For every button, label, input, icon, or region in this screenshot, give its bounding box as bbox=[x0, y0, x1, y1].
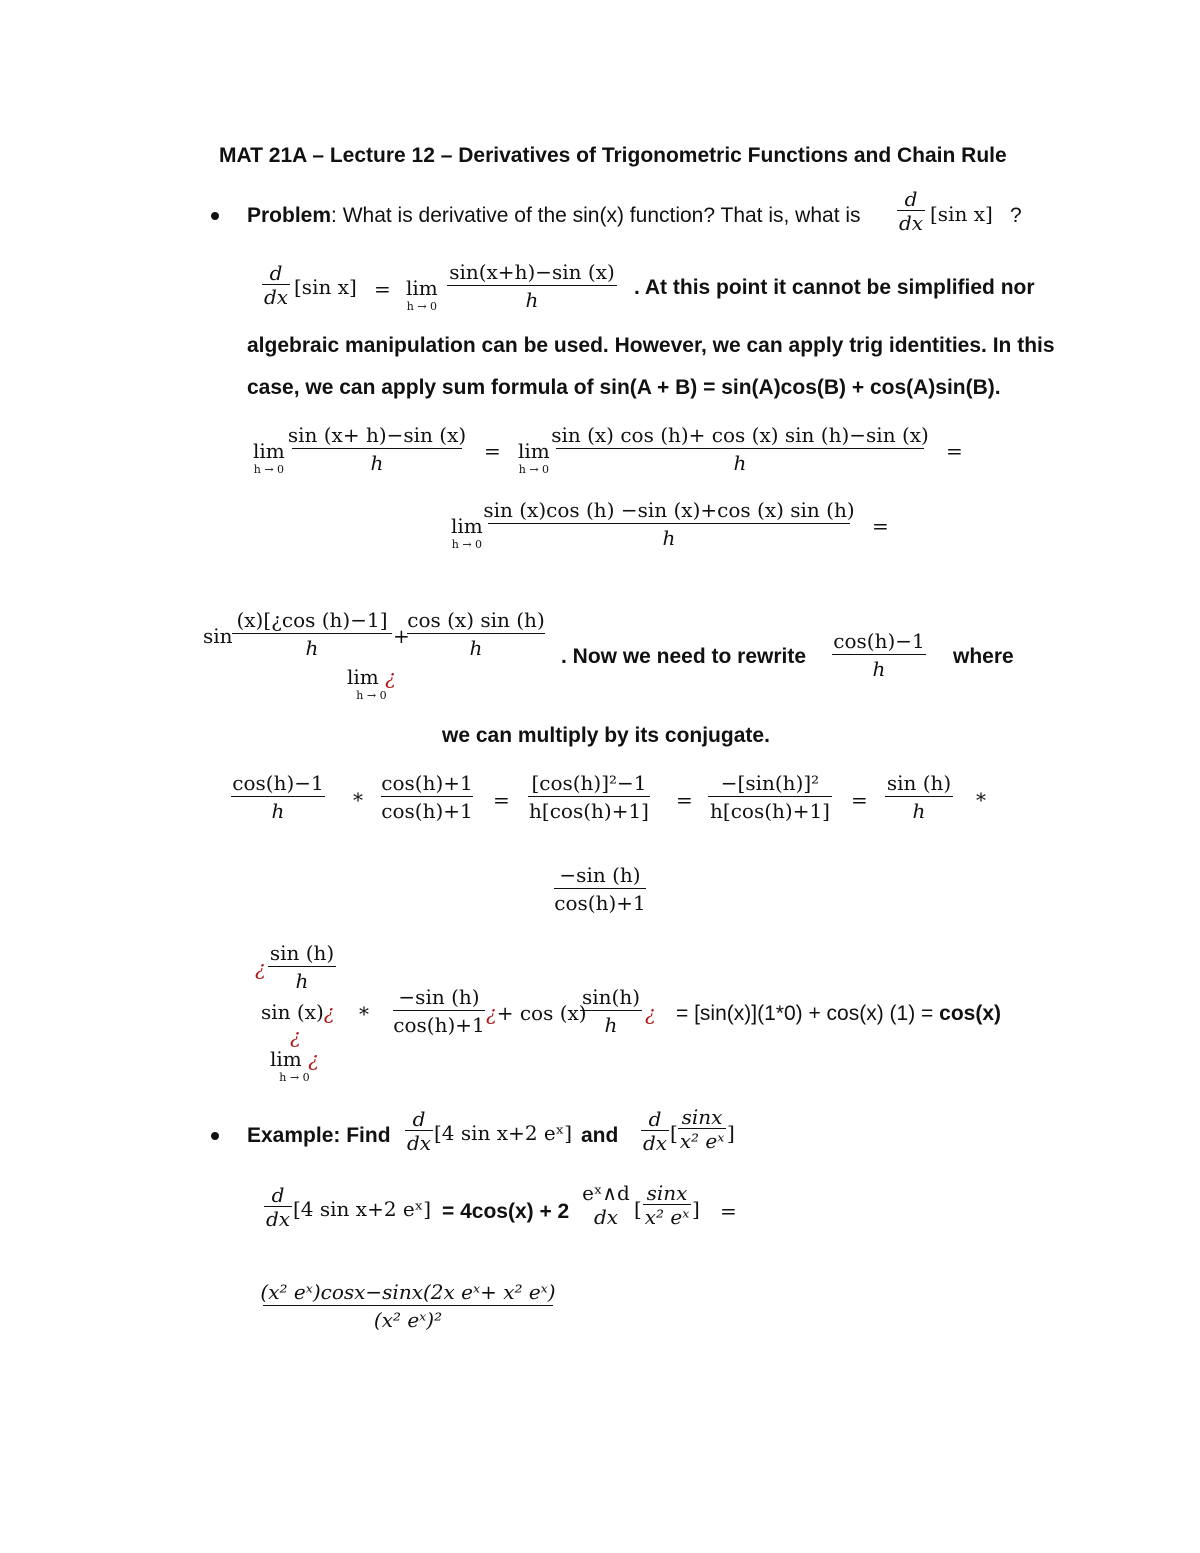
deriv-denominator: dx bbox=[407, 1131, 432, 1155]
limit-subscript: h → 0 bbox=[518, 463, 550, 476]
example-and: and bbox=[581, 1124, 619, 1147]
result-bold: cos(x) bbox=[939, 1002, 1002, 1025]
fraction-numerator: cos(h)+1 bbox=[381, 771, 473, 795]
fraction-numerator: sinx bbox=[646, 1181, 688, 1205]
step5-fraction-2 bbox=[381, 770, 473, 825]
fraction-numerator: sin (x+ h)−sin (x) bbox=[287, 423, 467, 447]
deriv-argument: [sin x] bbox=[930, 202, 993, 226]
limit-subscript: h → 0 bbox=[406, 300, 438, 313]
result-prefix: = [sin(x)](1*0) + cos(x) (1) = bbox=[676, 1002, 940, 1025]
placeholder-glyph: ¿ bbox=[290, 1024, 301, 1048]
step6-plus-cos bbox=[486, 1001, 587, 1025]
step7-open: [ bbox=[634, 1197, 642, 1221]
fraction-denominator: h bbox=[604, 1013, 618, 1037]
step2-limit-1 bbox=[253, 440, 285, 478]
example-arg-1: [4 sin x+2 eˣ] bbox=[434, 1121, 573, 1145]
fraction-numerator: sin (h) bbox=[886, 771, 952, 795]
step1-tail: . At this point it cannot be simplified nor bbox=[634, 276, 1035, 299]
fraction-numerator: sin(x+h)−sin (x) bbox=[449, 260, 615, 284]
fraction-denominator: h bbox=[370, 451, 384, 475]
fraction-numerator: cos(h)−1 bbox=[232, 771, 324, 795]
fraction-numerator: sin (x) cos (h)+ cos (x) sin (h)−sin (x) bbox=[551, 423, 929, 447]
step6-sinx bbox=[261, 1000, 335, 1024]
fraction-numerator: sin (x)cos (h) −sin (x)+cos (x) sin (h) bbox=[483, 498, 855, 522]
fraction-numerator: sin(h) bbox=[581, 985, 641, 1009]
fraction-denominator: h bbox=[912, 799, 926, 823]
example-line bbox=[247, 1124, 391, 1148]
limit-text: lim bbox=[270, 1047, 302, 1071]
step3-fraction bbox=[483, 497, 855, 552]
fraction-denominator: cos(h)+1 bbox=[554, 891, 646, 915]
problem-line bbox=[247, 204, 861, 228]
deriv-numerator: d bbox=[648, 1107, 662, 1131]
step5-star-1: * bbox=[353, 788, 363, 812]
step6-fraction-2 bbox=[580, 984, 642, 1039]
bullet bbox=[211, 212, 219, 220]
step6-star: * bbox=[359, 1002, 369, 1026]
fraction-denominator: h bbox=[733, 451, 747, 475]
example-label: Example bbox=[247, 1124, 334, 1147]
limit-label bbox=[270, 1048, 319, 1070]
step4-plus: + bbox=[393, 624, 410, 648]
deriv-denominator: dx bbox=[266, 1207, 291, 1231]
step6-limit bbox=[270, 1048, 319, 1086]
step7-close: ] bbox=[692, 1197, 700, 1221]
paragraph-line-2: case, we can apply sum formula of sin(A + B) = sin(A)cos(B) + cos(A)sin(B). bbox=[247, 376, 1001, 399]
step1-limit bbox=[406, 277, 438, 315]
fraction-denominator: cos(h)+1 bbox=[393, 1013, 485, 1037]
step7-deriv bbox=[264, 1184, 292, 1231]
example-close: ] bbox=[727, 1121, 735, 1145]
deriv-denominator: dx bbox=[899, 211, 924, 235]
fraction-numerator: cos(h)−1 bbox=[833, 629, 925, 653]
placeholder-glyph: ¿ bbox=[323, 1000, 335, 1024]
limit-subscript: h → 0 bbox=[356, 689, 387, 702]
step5-fraction-4 bbox=[708, 770, 832, 825]
limit-label: lim bbox=[451, 514, 483, 538]
question-mark: ? bbox=[1010, 204, 1022, 227]
deriv-numerator: d bbox=[269, 261, 283, 285]
example-deriv-1 bbox=[405, 1108, 433, 1155]
step5-eq-1: = bbox=[493, 788, 510, 812]
fraction-numerator: eˣ∧d bbox=[582, 1181, 630, 1205]
step7-eq: = bbox=[720, 1199, 737, 1223]
step2-eq-2: = bbox=[946, 439, 963, 463]
fraction-denominator: h bbox=[271, 799, 285, 823]
paragraph-line-1: algebraic manipulation can be used. However, we can apply trig identities. In this bbox=[247, 334, 1055, 357]
placeholder-glyph: ¿ bbox=[385, 665, 396, 689]
fraction-numerator: (x)[¿cos (h)−1] bbox=[236, 608, 388, 632]
step5-fraction-1 bbox=[231, 770, 325, 825]
fraction-numerator: −sin (h) bbox=[398, 985, 480, 1009]
step5-eq-3: = bbox=[851, 788, 868, 812]
step4-sin: sin bbox=[203, 624, 233, 648]
step5-fraction-5 bbox=[885, 770, 953, 825]
step4-fraction-3 bbox=[832, 628, 926, 683]
example-deriv-2 bbox=[641, 1108, 669, 1155]
deriv-denominator: dx bbox=[264, 285, 289, 309]
step7-mid: = 4cos(x) + 2 bbox=[442, 1200, 570, 1223]
step1-fraction bbox=[447, 259, 617, 314]
step4-where: where bbox=[953, 645, 1014, 668]
step3-limit bbox=[451, 515, 483, 553]
step5-fraction-3 bbox=[528, 770, 650, 825]
step2-limit-2 bbox=[518, 440, 550, 478]
step2-fraction-1 bbox=[287, 422, 467, 477]
step1-arg: [sin x] bbox=[294, 275, 357, 299]
step2-fraction-2 bbox=[551, 422, 929, 477]
step6-result bbox=[676, 1002, 1001, 1026]
fraction-numerator: (x² eˣ)cosx−sinx(2x eˣ+ x² eˣ) bbox=[260, 1280, 556, 1304]
fraction-denominator: h bbox=[305, 636, 319, 660]
deriv-numerator: d bbox=[904, 187, 918, 211]
fraction-denominator: h bbox=[662, 526, 676, 550]
fraction-denominator: dx bbox=[593, 1205, 619, 1229]
step4-limit bbox=[347, 666, 396, 704]
fraction-denominator: cos(h)+1 bbox=[381, 799, 473, 823]
fraction-numerator: −sin (h) bbox=[559, 863, 641, 887]
fraction-numerator: sinx bbox=[681, 1105, 723, 1129]
limit-label: lim bbox=[406, 276, 438, 300]
limit-label bbox=[347, 666, 396, 688]
fraction-numerator: cos (x) sin (h) bbox=[407, 608, 545, 632]
example-open: [ bbox=[670, 1121, 678, 1145]
step2-eq-1: = bbox=[484, 439, 501, 463]
step6-top-fraction bbox=[268, 940, 336, 995]
fraction-denominator: h bbox=[525, 288, 539, 312]
fraction-denominator: h bbox=[872, 657, 886, 681]
step8-fraction bbox=[260, 1279, 556, 1334]
step1-eq: = bbox=[374, 277, 391, 301]
fraction-denominator: (x² eˣ)² bbox=[373, 1308, 443, 1332]
step5-eq-2: = bbox=[676, 788, 693, 812]
problem-text: : What is derivative of the sin(x) function? That is, what is bbox=[331, 204, 861, 227]
fraction-numerator: −[sin(h)]² bbox=[720, 771, 820, 795]
step4-tail: . Now we need to rewrite bbox=[561, 645, 807, 668]
placeholder-glyph: ¿ bbox=[255, 956, 266, 980]
limit-subscript: h → 0 bbox=[451, 538, 483, 551]
problem-label: Problem bbox=[247, 204, 332, 227]
fraction-numerator: sin (h) bbox=[269, 941, 335, 965]
sinx-text: sin (x) bbox=[261, 1000, 324, 1024]
deriv-numerator: d bbox=[412, 1107, 426, 1131]
limit-label: lim bbox=[253, 439, 285, 463]
step4-fraction-1 bbox=[232, 607, 392, 662]
limit-subscript: h → 0 bbox=[279, 1071, 310, 1084]
step7-inner-fraction bbox=[643, 1182, 691, 1229]
example-inner-fraction bbox=[678, 1106, 726, 1153]
placeholder-glyph: ¿ bbox=[308, 1047, 319, 1071]
step6-fraction-1 bbox=[393, 984, 485, 1039]
page-title: MAT 21A – Lecture 12 – Derivatives of Trigonometric Functions and Chain Rule bbox=[219, 144, 1007, 167]
step5-star-2: * bbox=[976, 788, 986, 812]
deriv-denominator: dx bbox=[643, 1131, 668, 1155]
placeholder-glyph: ¿ bbox=[645, 1001, 656, 1025]
example-text: : Find bbox=[333, 1124, 391, 1147]
limit-label: lim bbox=[518, 439, 550, 463]
step1-deriv bbox=[262, 262, 290, 309]
fraction-denominator: h[cos(h)+1] bbox=[710, 799, 830, 823]
fraction-denominator: h bbox=[295, 969, 309, 993]
fraction-denominator: h bbox=[469, 636, 483, 660]
limit-subscript: h → 0 bbox=[253, 463, 285, 476]
fraction-numerator: [cos(h)]²−1 bbox=[531, 771, 647, 795]
fraction-denominator: x² eˣ bbox=[679, 1129, 725, 1153]
step5-fraction-6 bbox=[554, 862, 646, 917]
fraction-denominator: x² eˣ bbox=[644, 1205, 690, 1229]
step4-fraction-2 bbox=[407, 607, 545, 662]
bullet bbox=[211, 1132, 219, 1140]
step7-e-fraction bbox=[578, 1182, 634, 1229]
limit-text: lim bbox=[347, 665, 379, 689]
deriv-numerator: d bbox=[271, 1183, 285, 1207]
fraction-denominator: h[cos(h)+1] bbox=[529, 799, 649, 823]
placeholder-glyph: ¿ bbox=[486, 1001, 497, 1025]
conjugate-line: we can multiply by its conjugate. bbox=[442, 724, 770, 747]
step3-eq: = bbox=[872, 514, 889, 538]
problem-deriv bbox=[897, 188, 925, 235]
plus-cos-text: + cos (x) bbox=[496, 1001, 587, 1025]
step7-arg: [4 sin x+2 eˣ] bbox=[293, 1197, 432, 1221]
